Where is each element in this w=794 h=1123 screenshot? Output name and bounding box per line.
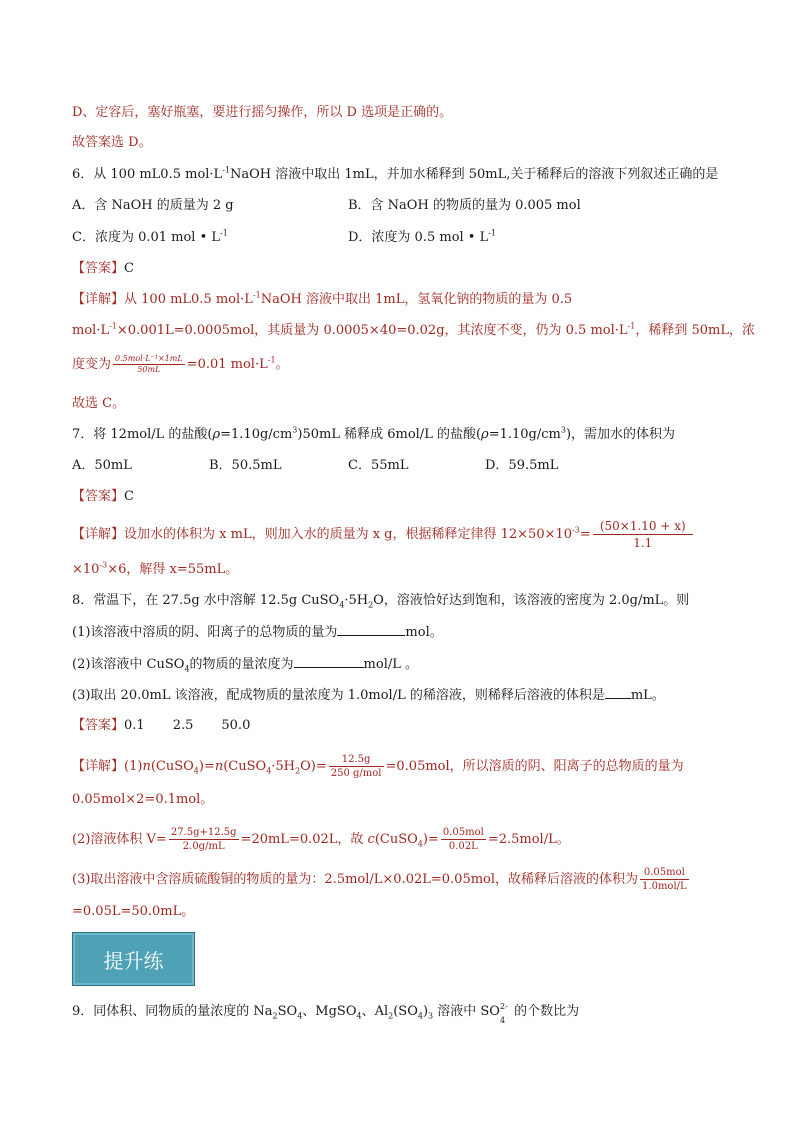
q9-stem: 9．同体积、同物质的量浓度的 $Na_2SO_4$、MgSO$_4$、$Al_2(SO_4)_3$ 溶液中 SO 2- 4 的个数比为: [72, 1002, 580, 1025]
q6-fraction: $\frac{\text{0.5mol·L⁻¹×1mL}}{50mL}$: [115, 354, 183, 374]
q7-option-b: B．50.5mL: [209, 458, 282, 473]
q8-detail-line-1: 【详解】$(1)n(CuSO_4)=n(CuSO_4\cdot 5H_2O)=$ $\frac{12.5g}{\text{250 g/mol}}$ =0.05mol，所以溶质的阴、阳离子的总物质的量为: [72, 754, 684, 779]
q6-option-b: B．含 NaOH 的物质的量为 0.005 mol: [348, 198, 581, 213]
q7-fraction: $\frac{(50\times 1.10 + x)}{1.1}$: [593, 518, 693, 551]
q8-detail-line-5: =0.05L=50.0mL。: [72, 904, 195, 919]
q7-answer: 【答案】C: [72, 489, 134, 504]
q7-option-c: C．55mL: [348, 458, 409, 473]
q8-part-2: (2)该溶液中 CuSO$_4$的物质的量浓度为 mol/L 。: [72, 657, 419, 674]
q6-option-a: A．含 NaOH 的质量为 2 g: [72, 198, 234, 213]
q8-stem: 8．常温下，在 27.5g 水中溶解 12.5g $CuSO_4\cdot 5H_2O$，溶液恰好达到饱和，该溶液的密度为 2.0g/mL。则: [72, 593, 690, 610]
q7-option-a: A．50mL: [72, 458, 132, 473]
q6-conclusion: 故选 C。: [72, 396, 126, 411]
q8-answer: 【答案】0.1 2.5 50.0: [72, 718, 251, 733]
q8-blank-3: [605, 686, 631, 699]
prev-option-d-explanation: D、定容后，塞好瓶塞，要进行摇匀操作，所以 D 选项是正确的。: [72, 105, 453, 120]
q6-detail-line-3: 度变为 $\frac{\text{0.5mol·L⁻¹×1mL}}{50mL}$ =0.01 $mol\cdot L^{-1}$。: [72, 354, 289, 374]
q6-detail-line-2: $mol\cdot L^{-1}\times 0.001L=0.0005mol$，其质量为 0.0005×40=0.02g，其浓度不变，仍为 0.5 $mol\cdot L^{-1}$，稀释到 50mL，浓: [72, 321, 755, 338]
q8-fraction-4: $\frac{\text{0.05mol}}{\text{1.0mol/L}}$: [642, 867, 687, 892]
q8-detail-line-3: (2)溶液体积 V= $\frac{27.5g+12.5g}{2.0g/mL}$ =20mL=0.02L，故 c(CuSO$_4$)= $\frac{\text{0.05mol}}{0.02L}$ =2.5mol/L。: [72, 827, 570, 852]
q8-part-3: (3)取出 20.0mL 该溶液，配成物质的量浓度为 1.0mol/L 的稀溶液，则稀释后溶液的体积是 mL。: [72, 688, 665, 703]
q8-blank-2: [294, 655, 364, 668]
q8-detail-line-2: 0.05mol×2=0.1mol。: [72, 792, 214, 807]
q7-detail-line-2: $\times 10^{-3}\times 6$，解得 x=55mL。: [72, 560, 239, 577]
q7-detail-line-1: 【详解】设加水的体积为 x mL，则加入水的质量为 x g，根据稀释定律得 $12\times 50\times 10^{-3}=$ $\frac{(50\times 1.10 + x)}{1.1}$: [72, 518, 695, 551]
q8-fraction-3: $\frac{\text{0.05mol}}{0.02L}$: [442, 827, 484, 852]
q6-option-c: C．浓度为 0.01 mol • $L^{-1}$: [72, 228, 228, 245]
q8-blank-1: [337, 623, 405, 636]
q8-fraction-1: $\frac{12.5g}{\text{250 g/mol}}$: [330, 754, 382, 779]
q6-detail-line-1: 【详解】从 100 mL0.5 $mol\cdot L^{-1}NaOH$ 溶液中取出 1mL，氢氧化钠的物质的量为 0.5: [72, 290, 573, 307]
q7-stem: 7．将 12mol/L 的盐酸$(\rho=1.10g/cm^3)50mL$ 稀释成 6mol/L 的盐酸$(\rho=1.10g/cm^3)$，需加水的体积为: [72, 425, 676, 442]
q8-detail-line-4: (3)取出溶液中含溶质硫酸铜的物质的量为：2.5mol/L×0.02L=0.05mol，故稀释后溶液的体积为 $\frac{\text{0.05mol}}{\text{1.0mol/L}}$: [72, 867, 687, 892]
q6-answer: 【答案】C: [72, 261, 134, 276]
q6-stem: 6．从 100 mL0.5 $mol\cdot L^{-1}NaOH$ 溶液中取出 1mL，并加水稀释到 50mL,关于稀释后的溶液下列叙述正确的是: [72, 165, 719, 182]
q7-option-d: D．59.5mL: [485, 458, 559, 473]
prev-conclusion: 故答案选 D。: [72, 135, 152, 150]
section-banner: 提升练: [72, 932, 195, 986]
q6-option-d: D．浓度为 0.5 mol • $L^{-1}$: [348, 228, 497, 245]
q8-part-1: (1)该溶液中溶质的阴、阳离子的总物质的量为 mol。: [72, 625, 443, 640]
q8-fraction-2: $\frac{27.5g+12.5g}{2.0g/mL}$: [170, 827, 237, 852]
